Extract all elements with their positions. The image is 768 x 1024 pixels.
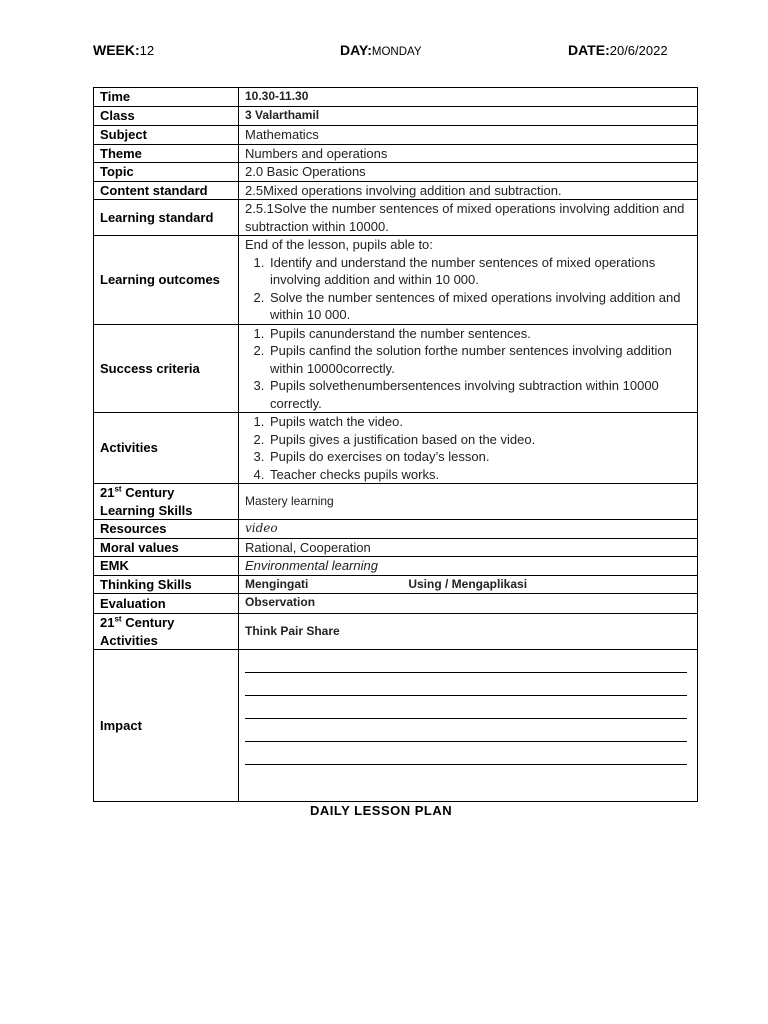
- row-resources: [94, 520, 698, 539]
- list-item: 2. Pupils canfind the solution forthe number sentences involving addition within 10000correctly.: [268, 342, 691, 377]
- time-label: Time: [94, 88, 239, 107]
- row-thinking-skills: [94, 575, 698, 594]
- moral-values-value: Rational, Cooperation: [239, 538, 698, 557]
- theme-label: Theme: [94, 144, 239, 163]
- impact-blank-line: [245, 764, 687, 765]
- row-impact: [94, 650, 698, 802]
- list-item: 2. Pupils gives a justification based on the video.: [268, 431, 691, 449]
- row-content-standard: [94, 181, 698, 200]
- impact-blank-line: [245, 741, 687, 742]
- learning-standard-value: 2.5.1Solve the number sentences of mixed operations involving addition and subtraction within 10000.: [239, 200, 698, 236]
- class-label: Class: [94, 107, 239, 126]
- learning-outcomes-label: Learning outcomes: [94, 236, 239, 325]
- list-item: 3. Pupils do exercises on today’s lesson.: [268, 448, 691, 466]
- date-field: [568, 42, 668, 58]
- success-criteria-value: [239, 324, 698, 413]
- impact-blank-line: [245, 695, 687, 696]
- week-value: 12: [139, 43, 155, 58]
- list-item: 1. Identify and understand the number sentences of mixed operations involving addition and within 10 000.: [268, 254, 691, 289]
- learning-standard-label: Learning standard: [94, 200, 239, 236]
- moral-values-label: Moral values: [94, 538, 239, 557]
- thinking-skill-1: Mengingati: [245, 576, 309, 591]
- content-standard-value: 2.5Mixed operations involving addition and subtraction.: [239, 181, 698, 200]
- evaluation-label: Evaluation: [94, 594, 239, 614]
- document-title: DAILY LESSON PLAN: [310, 803, 453, 818]
- row-evaluation: [94, 594, 698, 614]
- century-skills-value: Mastery learning: [239, 484, 698, 520]
- evaluation-value: Observation: [239, 594, 698, 614]
- emk-value: Environmental learning: [239, 557, 698, 576]
- lesson-header: [0, 42, 768, 62]
- class-value: 3 Valarthamil: [239, 107, 698, 126]
- list-item: 3. Pupils solvethenumbersentences involving subtraction within 10000 correctly.: [268, 377, 691, 412]
- century-activities-label: [94, 614, 239, 650]
- topic-value: 2.0 Basic Operations: [239, 163, 698, 182]
- row-topic: [94, 163, 698, 182]
- list-item: 1. Pupils canunderstand the number sentences.: [268, 325, 691, 343]
- century-activities-rest: Century Activities: [100, 615, 175, 648]
- row-theme: [94, 144, 698, 163]
- thinking-skills-label: Thinking Skills: [94, 575, 239, 594]
- row-moral-values: [94, 538, 698, 557]
- week-label: WEEK:: [93, 42, 140, 58]
- learning-outcomes-list: [245, 254, 691, 324]
- century-activities-num: 21: [100, 615, 115, 630]
- century-activities-sup: st: [114, 614, 122, 624]
- list-item: 4. Teacher checks pupils works.: [268, 466, 691, 484]
- row-subject: [94, 126, 698, 145]
- time-value: 10.30-11.30: [239, 88, 698, 107]
- row-class: [94, 107, 698, 126]
- row-emk: [94, 557, 698, 576]
- activities-list: [245, 413, 691, 483]
- thinking-skills-value: [239, 575, 698, 594]
- row-time: [94, 88, 698, 107]
- success-criteria-list: [245, 325, 691, 413]
- row-century-activities: [94, 614, 698, 650]
- resources-value: video: [239, 520, 698, 539]
- row-century-learning-skills: [94, 484, 698, 520]
- date-label: DATE:: [568, 42, 610, 58]
- century-skills-rest: Century Learning Skills: [100, 485, 193, 518]
- thinking-skill-2: Using / Mengaplikasi: [408, 576, 528, 591]
- resources-label: Resources: [94, 520, 239, 539]
- success-criteria-label: Success criteria: [94, 324, 239, 413]
- row-success-criteria: [94, 324, 698, 413]
- content-standard-label: Content standard: [94, 181, 239, 200]
- row-activities: [94, 413, 698, 484]
- century-skills-num: 21: [100, 485, 115, 500]
- impact-blank-line: [245, 672, 687, 673]
- day-label: DAY:: [340, 42, 372, 58]
- row-learning-outcomes: [94, 236, 698, 325]
- century-skills-sup: st: [114, 484, 122, 494]
- subject-label: Subject: [94, 126, 239, 145]
- list-item: 1. Pupils watch the video.: [268, 413, 691, 431]
- activities-value: [239, 413, 698, 484]
- impact-value: [239, 650, 698, 802]
- impact-blank-line: [245, 718, 687, 719]
- list-item: 2. Solve the number sentences of mixed operations involving addition and within 10 000.: [268, 289, 691, 324]
- topic-label: Topic: [94, 163, 239, 182]
- week-field: [93, 42, 154, 58]
- activities-label: Activities: [94, 413, 239, 484]
- row-learning-standard: [94, 200, 698, 236]
- lesson-plan-table: [93, 87, 698, 802]
- emk-label: EMK: [94, 557, 239, 576]
- century-activities-value: Think Pair Share: [239, 614, 698, 650]
- subject-value: Mathematics: [239, 126, 698, 145]
- learning-outcomes-intro: End of the lesson, pupils able to:: [245, 237, 433, 252]
- theme-value: Numbers and operations: [239, 144, 698, 163]
- day-field: [340, 42, 422, 58]
- impact-label: Impact: [94, 650, 239, 802]
- century-skills-label: [94, 484, 239, 520]
- learning-outcomes-value: [239, 236, 698, 325]
- day-value: MONDAY: [371, 46, 422, 58]
- date-value: 20/6/2022: [609, 43, 668, 58]
